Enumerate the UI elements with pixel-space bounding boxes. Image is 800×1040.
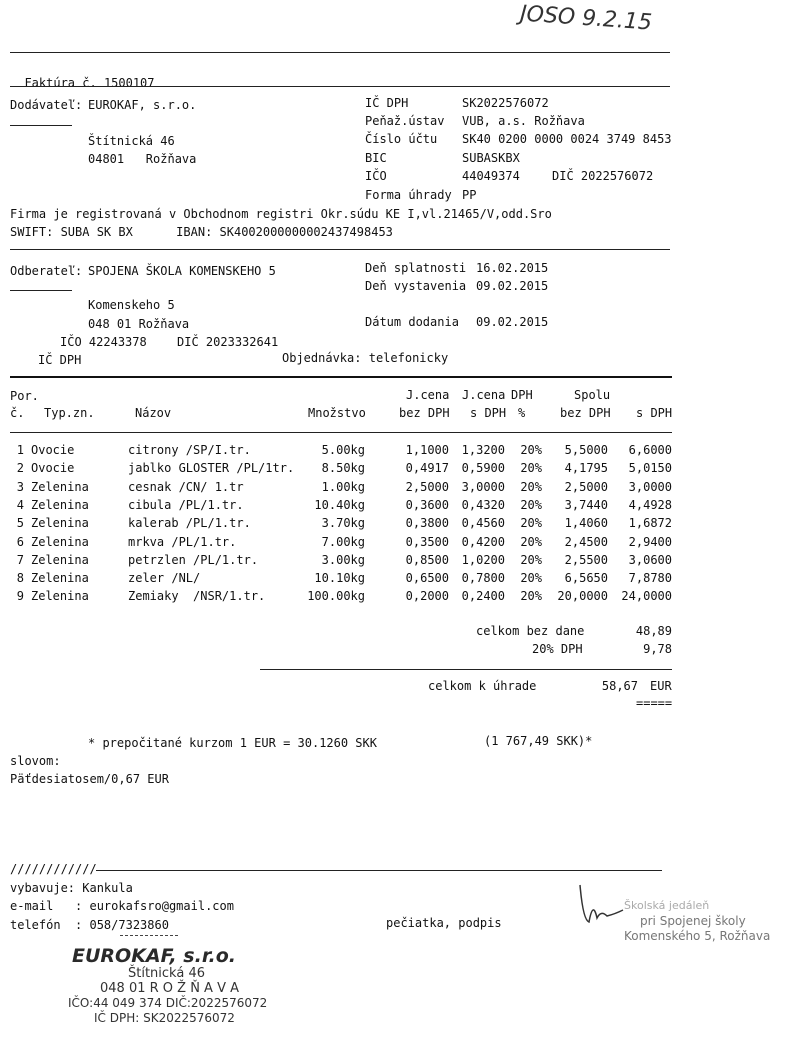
divider [10, 376, 672, 378]
divider [260, 669, 672, 670]
row-name: zeler /NL/ [128, 571, 201, 586]
th-c: č. [10, 406, 25, 420]
vat-label: 20% DPH [532, 642, 583, 656]
row-unit-price-gross: 1,3200 [461, 443, 505, 457]
detail-label: IČ DPH [365, 96, 409, 110]
detail-label: Peňaž.ústav [365, 114, 445, 128]
stamp-ids: IČO:44 049 374 DIČ:2022576072 [68, 996, 268, 1010]
row-quantity: 10.10kg [314, 571, 365, 586]
dic: DIČ 2022576072 [552, 169, 654, 183]
detail-value: 44049374 [462, 169, 520, 183]
total-due: 58,67 [601, 679, 638, 693]
row-type: Zelenina [31, 534, 89, 549]
row-total-gross: 3,0600 [628, 552, 672, 567]
th-s-dph-2: s DPH [636, 406, 673, 420]
row-unit-price-net: 0,8500 [405, 552, 449, 567]
row-type: Zelenina [31, 589, 89, 604]
row-number: 4 [16, 497, 24, 512]
th-dph: DPH [511, 388, 533, 402]
row-total-gross: 24,0000 [621, 589, 672, 604]
handled-by: vybavuje: Kankula [10, 881, 133, 895]
short-rule [10, 290, 72, 291]
email: e-mail : eurokafsro@gmail.com [10, 899, 234, 913]
row-total-gross: 5,0150 [628, 461, 672, 476]
row-vat-rate: 20% [520, 479, 542, 494]
row-name: Zemiaky /NSR/1.tr. [128, 589, 266, 604]
divider [10, 249, 670, 250]
th-jcena-bez: J.cena [406, 388, 450, 402]
total-due-label: celkom k úhrade [428, 679, 537, 693]
date-value: 09.02.2015 [476, 315, 549, 329]
row-name: mrkva /PL/1.tr. [128, 534, 237, 549]
conversion-skk: (1 767,49 SKK)* [484, 734, 593, 748]
th-bez-dph-2: bez DPH [560, 406, 611, 420]
row-type: Zelenina [31, 497, 89, 512]
row-type: Zelenina [31, 552, 89, 567]
phone: telefón : 058/7323860 [10, 918, 169, 932]
date-value: 09.02.2015 [476, 279, 549, 293]
detail-label: Forma úhrady [365, 188, 452, 202]
row-quantity: 3.70kg [321, 516, 365, 531]
row-unit-price-net: 0,3800 [405, 516, 449, 531]
row-unit-price-net: 0,2000 [405, 589, 449, 604]
detail-value: SK2022576072 [462, 96, 549, 110]
words-value: Päťdesiatosem/0,67 EUR [10, 772, 169, 786]
supplier-street: Štítnická 46 [88, 134, 175, 148]
row-type: Zelenina [31, 571, 89, 586]
row-number: 9 [16, 589, 24, 604]
school-stamp-line: Komenského 5, Rožňava [624, 929, 771, 943]
row-name: citrony /SP/I.tr. [128, 443, 251, 457]
date-label: Dátum dodania [365, 315, 459, 329]
row-unit-price-net: 0,6500 [405, 571, 449, 586]
row-number: 2 [16, 461, 24, 476]
row-unit-price-gross: 0,4200 [461, 534, 505, 549]
total-without-tax-label: celkom bez dane [476, 624, 585, 638]
school-stamp-line: pri Spojenej školy [640, 914, 746, 928]
customer-street: Komenskeho 5 [88, 298, 175, 312]
row-unit-price-gross: 0,7800 [461, 571, 505, 586]
row-name: jablko GLOSTER /PL/1tr. [128, 461, 295, 476]
supplier-name: EUROKAF, s.r.o. [88, 98, 197, 112]
row-quantity: 7.00kg [321, 534, 365, 549]
row-quantity: 5.00kg [321, 443, 365, 457]
row-unit-price-net: 0,3500 [405, 534, 449, 549]
row-vat-rate: 20% [520, 516, 542, 531]
th-pct: % [518, 406, 526, 420]
registry-note: Firma je registrovaná v Obchodnom registri Okr.súdu KE I,vl.21465/V,odd.Sro [10, 207, 552, 221]
stamp-name: EUROKAF, s.r.o. [72, 945, 236, 967]
order: Objednávka: telefonicky [282, 351, 449, 365]
date-label: Deň splatnosti [365, 261, 467, 275]
stamp-city: 048 01 R O Ž Ň A V A [100, 981, 239, 996]
row-number: 3 [16, 479, 24, 494]
th-por: Por. [10, 389, 39, 403]
row-vat-rate: 20% [520, 552, 542, 567]
row-vat-rate: 20% [520, 571, 542, 586]
detail-label: Číslo účtu [365, 132, 438, 146]
row-name: cesnak /CN/ 1.tr [128, 479, 244, 494]
stamp-icdph: IČ DPH: SK2022576072 [94, 1011, 235, 1025]
customer-city: 048 01 Rožňava [88, 317, 190, 331]
row-vat-rate: 20% [520, 443, 542, 457]
conversion-note: * prepočitané kurzom 1 EUR = 30.1260 SKK [88, 736, 377, 750]
swift-iban: SWIFT: SUBA SK BX IBAN: SK4002000000002437498453 [10, 225, 393, 239]
th-typ: Typ.zn. [44, 406, 95, 420]
stamp-rule [120, 935, 178, 936]
row-type: Ovocie [31, 443, 75, 457]
row-total-net: 2,4500 [564, 534, 608, 549]
row-name: petrzlen /PL/1.tr. [128, 552, 259, 567]
detail-value: SK40 0200 0000 0024 3749 8453 [462, 132, 672, 146]
row-total-net: 3,7440 [564, 497, 608, 512]
th-jcena-s: J.cena [462, 388, 506, 402]
row-total-net: 2,5000 [564, 479, 608, 494]
row-name: cibula /PL/1.tr. [128, 497, 244, 512]
detail-value: VUB, a.s. Rožňava [462, 114, 585, 128]
row-unit-price-gross: 1,0200 [461, 552, 505, 567]
words-label: slovom: [10, 754, 61, 768]
vat-amount: 9,78 [643, 642, 672, 656]
date-label: Deň vystavenia [365, 279, 467, 293]
divider [96, 870, 662, 871]
row-total-net: 2,5500 [564, 552, 608, 567]
footer-slashes: //////////// [10, 862, 97, 876]
row-quantity: 10.40kg [314, 497, 365, 512]
row-quantity: 3.00kg [321, 552, 365, 567]
row-number: 5 [16, 516, 24, 531]
customer-icdph: IČ DPH [38, 353, 82, 367]
row-total-gross: 7,8780 [628, 571, 672, 586]
customer-ico: IČO 42243378 [60, 335, 147, 349]
currency: EUR [650, 679, 672, 693]
row-vat-rate: 20% [520, 461, 542, 476]
row-unit-price-gross: 0,2400 [461, 589, 505, 604]
row-unit-price-gross: 0,4320 [461, 497, 505, 512]
row-quantity: 1.00kg [321, 479, 365, 494]
row-total-gross: 1,6872 [628, 516, 672, 531]
customer-dic: DIČ 2023332641 [177, 335, 279, 349]
detail-value: SUBASKBX [462, 151, 520, 165]
row-quantity: 100.00kg [307, 589, 365, 604]
row-unit-price-net: 2,5000 [405, 479, 449, 494]
row-vat-rate: 20% [520, 497, 542, 512]
th-mnozstvo: Množstvo [308, 406, 366, 420]
divider [10, 52, 670, 53]
stamp-signature-label: pečiatka, podpis [386, 916, 502, 930]
detail-label: BIC [365, 151, 387, 165]
invoice-number: Faktúra č. 1500107 [24, 76, 155, 90]
school-stamp-line: Školská jedáleň [624, 899, 710, 912]
row-number: 6 [16, 534, 24, 549]
supplier-label: Dodávateľ: [10, 98, 83, 112]
row-type: Zelenina [31, 516, 89, 531]
row-total-gross: 6,6000 [628, 443, 672, 457]
date-value: 16.02.2015 [476, 261, 549, 275]
divider [10, 432, 672, 433]
row-total-net: 20,0000 [557, 589, 608, 604]
detail-label: IČO [365, 169, 387, 183]
row-total-gross: 3,0000 [628, 479, 672, 494]
row-unit-price-gross: 0,5900 [461, 461, 505, 476]
row-vat-rate: 20% [520, 534, 542, 549]
row-type: Ovocie [31, 461, 75, 476]
row-unit-price-net: 0,4917 [405, 461, 449, 476]
row-total-net: 6,5650 [564, 571, 608, 586]
detail-value: PP [462, 188, 477, 202]
stamp-street: Štítnická 46 [128, 966, 205, 981]
row-unit-price-net: 1,1000 [405, 443, 449, 457]
row-total-gross: 4,4928 [628, 497, 672, 512]
row-vat-rate: 20% [520, 589, 542, 604]
th-spolu: Spolu [574, 388, 611, 402]
row-number: 7 [16, 552, 24, 567]
customer-name: SPOJENA ŠKOLA KOMENSKEHO 5 [88, 264, 276, 278]
double-underline: ===== [636, 696, 673, 710]
row-number: 8 [16, 571, 24, 586]
row-type: Zelenina [31, 479, 89, 494]
total-without-tax: 48,89 [635, 624, 672, 638]
short-rule [10, 125, 72, 126]
th-bez-dph: bez DPH [399, 406, 450, 420]
th-nazov: Názov [135, 406, 172, 420]
row-quantity: 8.50kg [321, 461, 365, 476]
divider [10, 86, 670, 87]
row-unit-price-gross: 3,0000 [461, 479, 505, 494]
row-unit-price-gross: 0,4560 [461, 516, 505, 531]
row-unit-price-net: 0,3600 [405, 497, 449, 512]
row-total-gross: 2,9400 [628, 534, 672, 549]
row-total-net: 5,5000 [564, 443, 608, 457]
row-number: 1 [16, 443, 24, 457]
row-total-net: 4,1795 [564, 461, 608, 476]
row-total-net: 1,4060 [564, 516, 608, 531]
customer-label: Odberateľ: [10, 264, 83, 278]
handwritten-note: JOSO 9.2.15 [519, 1, 653, 36]
th-s-dph: s DPH [470, 406, 507, 420]
row-name: kalerab /PL/1.tr. [128, 516, 251, 531]
supplier-city: 04801 Rožňava [88, 152, 197, 166]
